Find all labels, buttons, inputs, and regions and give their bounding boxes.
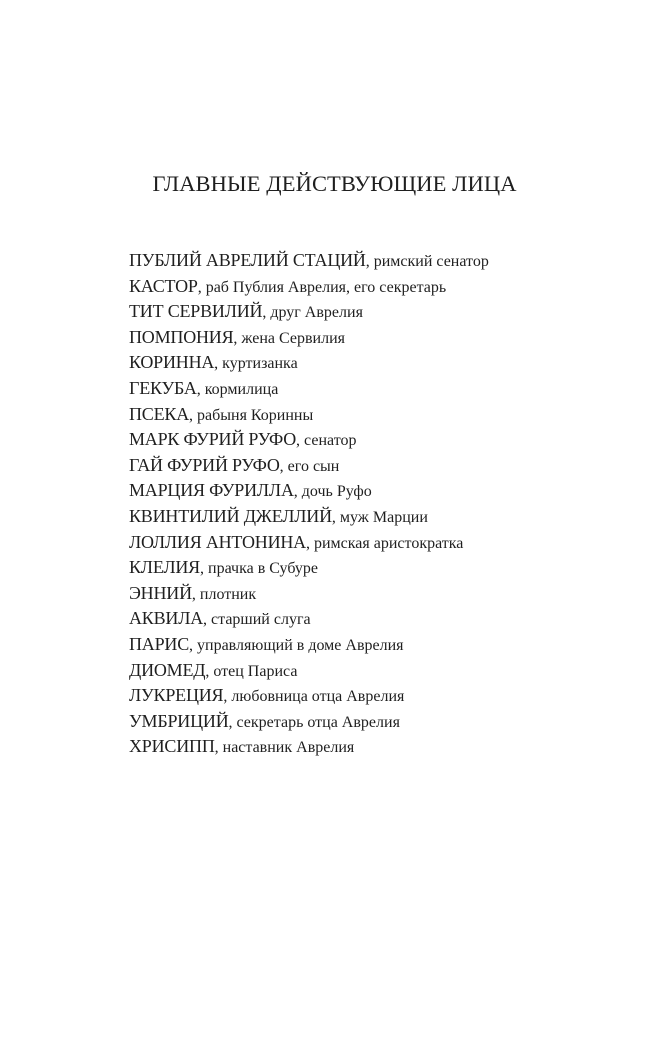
character-name: КЛЕЛИЯ: [129, 557, 200, 578]
character-name: КАСТОР: [129, 275, 198, 296]
character-description: , друг Аврелия: [262, 304, 363, 322]
character-description: , муж Марции: [331, 508, 428, 526]
character-name: ТИТ СЕРВИЛИЙ: [129, 301, 263, 322]
character-entry: [129, 478, 649, 504]
character-entry: [129, 427, 649, 453]
character-description: , отец Париса: [205, 662, 298, 680]
character-name: ХРИСИПП: [129, 736, 215, 757]
character-entry: [129, 350, 649, 376]
character-description: , раб Публия Аврелия, его секретарь: [197, 278, 447, 296]
character-list: [129, 248, 649, 760]
character-name: ЛОЛЛИЯ АНТОНИНА: [129, 531, 306, 552]
character-entry: [129, 376, 649, 402]
character-description: , сенатор: [296, 432, 357, 450]
character-entry: [129, 453, 649, 479]
character-description: , старший слуга: [203, 611, 311, 629]
character-entry: [129, 658, 649, 684]
character-description: , жена Сервилия: [233, 329, 346, 347]
character-name: КОРИННА: [129, 352, 215, 373]
character-name: ПАРИС: [129, 633, 190, 654]
character-entry: [129, 402, 649, 428]
character-entry: [129, 530, 649, 556]
character-name: ПОМПОНИЯ: [129, 326, 234, 347]
character-description: , рабыня Коринны: [189, 406, 314, 424]
character-entry: [129, 325, 649, 351]
character-name: УМБРИЦИЙ: [129, 710, 229, 731]
character-entry: [129, 581, 649, 607]
character-description: , любовница отца Аврелия: [223, 688, 405, 706]
character-entry: [129, 683, 649, 709]
character-name: ГАЙ ФУРИЙ РУФО: [129, 454, 280, 475]
character-description: , куртизанка: [214, 355, 298, 373]
character-description: , секретарь отца Аврелия: [228, 713, 400, 731]
character-name: МАРЦИЯ ФУРИЛЛА: [129, 480, 294, 501]
character-description: , управляющий в доме Аврелия: [189, 636, 404, 654]
character-name: ГЕКУБА: [129, 377, 197, 398]
character-description: , дочь Руфо: [293, 483, 372, 501]
character-name: ПСЕКА: [129, 403, 190, 424]
character-name: МАРК ФУРИЙ РУФО: [129, 429, 297, 450]
page-title: ГЛАВНЫЕ ДЕЙСТВУЮЩИЕ ЛИЦА: [152, 171, 517, 196]
character-entry: [129, 248, 649, 274]
character-description: , прачка в Субуре: [200, 560, 318, 578]
character-entry: [129, 734, 649, 760]
character-entry: [129, 709, 649, 735]
character-entry: [129, 504, 649, 530]
character-name: ДИОМЕД: [129, 659, 206, 680]
character-name: ЛУКРЕЦИЯ: [129, 685, 224, 706]
character-entry: [129, 632, 649, 658]
character-entry: [129, 555, 649, 581]
character-name: ЭННИЙ: [129, 582, 192, 603]
character-name: ПУБЛИЙ АВРЕЛИЙ СТАЦИЙ: [129, 250, 366, 270]
character-name: АКВИЛА: [129, 608, 204, 629]
character-name: КВИНТИЛИЙ ДЖЕЛЛИЙ: [129, 505, 332, 526]
character-entry: [129, 299, 649, 325]
character-description: , римская аристократка: [305, 534, 464, 552]
character-description: , кормилица: [196, 380, 279, 398]
character-description: , наставник Аврелия: [214, 739, 355, 757]
character-description: , римский сенатор: [365, 253, 489, 270]
character-description: , плотник: [191, 585, 257, 603]
character-entry: [129, 606, 649, 632]
character-entry: [129, 274, 649, 300]
character-description: , его сын: [279, 457, 340, 475]
